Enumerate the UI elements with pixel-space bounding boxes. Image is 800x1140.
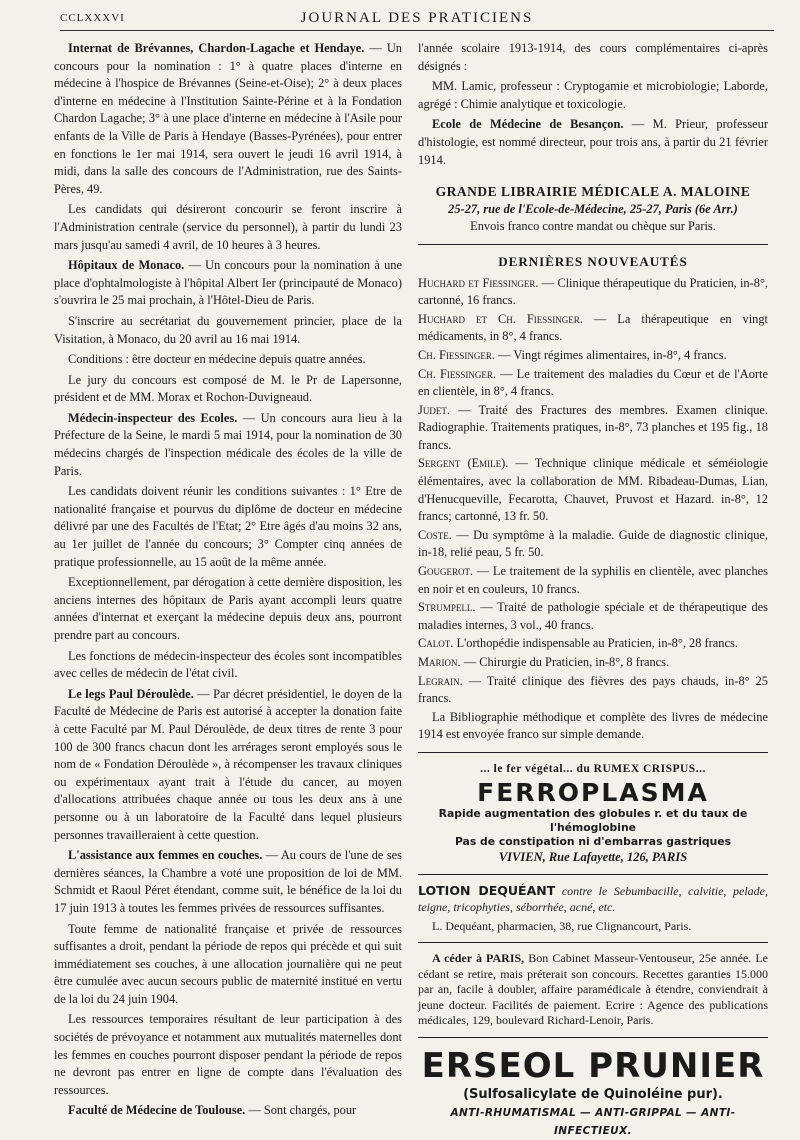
brevannes-text: — Un concours pour la nomination : 1° à quatre places d'interne en médecine à l'hospice de Brévannes (Seine-et-Oise); 2° à deux places d'interne en médecine à l'Institution Sainte-Périne et à la Fondation Chardon Lagache; 3° à une place d'interne en médecine à l'Asile pour enfants de la Ville de Paris à Hendaye (Basses-Pyrénées), pour entrer en fonctions le 1er mai 1914, sera ouvert le jeudi 16 avril 1914, à midi, dans la salle des concours de l'Administration, rue des Saints-Pères, 49.	[54, 41, 402, 196]
legs-paragraph	[54, 686, 402, 844]
assistance-p2: Toute femme de nationalité française et privée de ressources suffisantes a droit, pendant la période de repos qui précède et qui suit immédiatement ses couches, à une allocation journalière qui ne peut être cumulée avec aucun secours public de maternité institué en vertu de la loi du 24 juin 1904.	[54, 921, 402, 1006]
monaco-p2: S'inscrire au secrétariat du gouvernement princier, place de la Visitation, à Monaco, du 20 avril au 16 mai 1914.	[54, 313, 402, 346]
book-description: — La thérapeutique en vingt médicaments, in 8°, 4 francs.	[418, 311, 769, 344]
lotion-text: contre le Sebumbacille, calvitie, pelade, teigne, tricophyties, séborrhée, acné, etc.	[418, 884, 768, 915]
journal-title: JOURNAL DES PRATICIENS	[300, 10, 534, 26]
brevannes-heading: Internat de Brévannes, Chardon-Lagache et Hendaye.	[68, 41, 365, 55]
divider	[418, 874, 768, 875]
book-entry	[402, 347, 768, 365]
nouveautes-title: DERNIÈRES NOUVEAUTÉS	[498, 253, 688, 269]
ferroplasma-line-1: Rapide augmentation des globules r. et du taux de l'hémoglobine	[438, 806, 748, 834]
legs-text: — Par décret présidentiel, le doyen de la Faculté de Médecine de Paris est autorisé à accepter la donation faite à cette Faculté par M. Paul Déroulède, de deux titres de rente 3 pour 100 de 300 francs chacun dont les arrérages seront employés sous le nom de « Fondation Déroulède », à récompenser les travaux cliniques ou expérimentaux ayant trait à l'étude du cancer, au moyen d'allocations attribuées chaque année ou tous les deux ans à une personne ou à un laboratoire de la Faculté dans lequel plusieurs personnes travailleraient à cette question.	[54, 686, 402, 842]
book-entry	[402, 402, 768, 455]
toulouse-heading: Faculté de Médecine de Toulouse.	[68, 1103, 246, 1118]
book-entry	[402, 599, 768, 634]
book-description: — Du symptôme à la maladie. Guide de diagnostic clinique, in-18, relié peau, 5 fr. 50.	[418, 527, 768, 560]
divider	[418, 752, 768, 753]
book-entry	[402, 366, 768, 401]
ceder-text: Bon Cabinet Masseur-Ventouseur, 25e année. Le cédant se retire, mais préterait son concours. Recettes garanties 15.000 par an, facile à doubler, affaire paramédicale à étendre, conviendrait à jeune docteur. Facilités de paiement. Ecrire : Agence des publications médicales, 129, boulevard Richard-Lenoir, Paris.	[418, 951, 768, 1028]
ecoles-p4: Les fonctions de médecin-inspecteur des écoles sont incompatibles avec celles de médecin de l'état civil.	[54, 648, 402, 681]
book-entry	[402, 673, 768, 708]
book-author: Legrain.	[418, 673, 463, 688]
divider	[418, 1037, 768, 1038]
book-entry	[402, 654, 768, 672]
book-author: Huchard et Fiessinger.	[418, 275, 539, 290]
bibliographie-note: La Bibliographie méthodique et complète des livres de médecine 1914 est envoyée franco sur simple demande.	[418, 709, 768, 742]
divider	[418, 942, 768, 943]
ecoles-text: — Un concours aura lieu à la Préfecture de la Seine, le mardi 5 mai 1914, pour la nomination de 30 médecins chargés de l'inspection médicale des écoles de la ville de Paris.	[54, 410, 402, 478]
erseol-brand: ERSEOL PRUNIER	[421, 1045, 765, 1086]
toulouse-paragraph	[54, 1102, 402, 1120]
assistance-p3: Les ressources temporaires résultant de leur participation à des sociétés de prévoyance et notamment aux mutualités maternelles dont les femmes en couches pourront disposer pendant la période de repos ne devront pas entrer en ligne de compte dans l'évaluation des ressources.	[54, 1012, 402, 1097]
book-entry	[402, 635, 768, 653]
book-description: — Traité de pathologie spéciale et de thérapeutique des maladies internes, 3 vol., 40 francs.	[418, 600, 768, 632]
toulouse-p2: MM. Lamic, professeur : Cryptogamie et microbiologie; Laborde, agrégé : Chimie analytique et toxicologie.	[418, 79, 768, 111]
book-description: — Technique clinique médicale et séméiologie élémentaires, avec la collaboration de MM. Ribadeau-Dumas, Lian, d'Henucqueville, Fecarotta, Chauvet, Pruvost et Hazard. in-8°, 12 francs; cartonné, 13 fr. 50.	[418, 456, 769, 524]
brevannes-p2: Les candidats qui désireront concourir se feront inscrire à l'Administration centrale (service du personnel), à partir du lundi 23 mars jusqu'au samedi 4 avril, de 10 heures à 3 heures.	[54, 202, 402, 252]
librairie-envoi: Envois franco contre mandat ou chèque sur Paris.	[470, 219, 716, 234]
monaco-heading: Hôpitaux de Monaco.	[68, 258, 185, 273]
besancon-paragraph	[418, 116, 768, 169]
book-list	[418, 275, 768, 708]
book-author: Ch. Fiessinger.	[418, 366, 496, 381]
book-author: Calot.	[418, 636, 454, 651]
book-entry	[402, 275, 768, 310]
page-number: CCLXXXVI	[60, 12, 125, 24]
book-description: — Chirurgie du Praticien, in-8°, 8 francs.	[460, 655, 670, 669]
lotion-name: LOTION DEQUÉANT	[418, 883, 556, 899]
brevannes-paragraph	[54, 40, 402, 198]
librairie-title: GRANDE LIBRAIRIE MÉDICALE A. MALOINE	[435, 184, 751, 200]
monaco-text: — Un concours pour la nomination à une place d'ophtalmologiste à l'hôpital Albert Ier (principauté de Monaco) s'ouvrira le 25 mai prochain, à l'Hôtel-Dieu de Paris.	[54, 258, 403, 308]
ecoles-paragraph	[54, 410, 402, 480]
book-author: Marion.	[418, 655, 461, 669]
ferroplasma-address: VIVIEN, Rue Lafayette, 126, PARIS	[498, 849, 688, 864]
ceder-ad	[418, 951, 768, 1029]
book-entry	[402, 527, 768, 562]
book-author: Gougerot.	[418, 564, 474, 579]
page-header	[60, 8, 774, 31]
book-author: Huchard et Ch. Fiessinger.	[418, 311, 583, 326]
assistance-paragraph	[54, 847, 402, 917]
erseol-indications: ANTI-RHUMATISMAL — ANTI-GRIPPAL — ANTI-INFECTIEUX.	[450, 1107, 736, 1137]
legs-heading: Le legs Paul Déroulède.	[68, 686, 194, 701]
book-description: L'orthopédie indispensable au Praticien, in-8°, 28 francs.	[453, 636, 738, 651]
divider	[418, 244, 768, 245]
assistance-heading: L'assistance aux femmes en couches.	[68, 848, 263, 863]
ecoles-heading: Médecin-inspecteur des Ecoles.	[68, 410, 238, 425]
erseol-subtitle: (Sulfosalicylate de Quinoléine pur).	[463, 1086, 723, 1102]
book-description: — Le traitement des maladies du Cœur et de l'Aorte en clientèle, in 8°, 4 francs.	[418, 366, 768, 399]
librairie-address: 25-27, rue de l'Ecole-de-Médecine, 25-27, Paris (6e Arr.)	[448, 201, 738, 216]
book-description: — Clinique thérapeutique du Praticien, in-8°, cartonné, 16 francs.	[418, 275, 769, 308]
ecoles-p3: Exceptionnellement, par dérogation à cette dernière disposition, les anciens internes des hôpitaux de Paris ayant accompli leurs quatre années d'internat et exerçant la médecine depuis deux ans, pourront prendre part au concours.	[54, 575, 402, 642]
book-description: — Traité des Fractures des membres. Examen clinique. Radiographie. Traitements pratiques, in-8°, 73 planches et 195 fig., 18 francs.	[418, 402, 768, 452]
ferroplasma-brand: FERROPLASMA	[477, 777, 709, 807]
toulouse-continued: l'année scolaire 1913-1914, des cours complémentaires ci-après désignés :	[418, 41, 768, 73]
book-description: — Traité clinique des fièvres des pays chauds, in-8° 25 francs.	[418, 673, 768, 706]
book-entry	[402, 311, 768, 346]
book-author: Ch. Fiessinger.	[418, 347, 495, 362]
besancon-heading: Ecole de Médecine de Besançon.	[432, 117, 624, 132]
ferroplasma-tagline: ... le fer végétal... du RUMEX CRISPUS...	[480, 762, 706, 775]
toulouse-text: — Sont chargés, pour	[245, 1103, 357, 1118]
monaco-p4: Le jury du concours est composé de M. le Pr de Lapersonne, président et de MM. Morax et Rochon-Duvigneaud.	[54, 372, 402, 405]
lotion-address: L. Dequéant, pharmacien, 38, rue Clignancourt, Paris.	[432, 919, 692, 934]
assistance-text: — Au cours de l'une de ses dernières séances, la Chambre a voté une proposition de loi de MM. Schmidt et Raoul Péret étendant, comme suit, le bénéfice de la loi du 17 juin 1913 à toutes les femmes privées de ressources suffisantes.	[54, 848, 402, 915]
book-author: Strumpell.	[418, 600, 476, 615]
book-entry	[402, 563, 768, 598]
book-author: Coste.	[418, 527, 452, 542]
ecoles-p2: Les candidats doivent réunir les conditions suivantes : 1° Etre de nationalité française et pourvus du diplôme de docteur en médecine délivré par une des Facultés de l'Etat; 2° Etre âgés d'au moins 32 ans, au 1er juillet de l'année du concours; 3° Compter cinq années de pratique professionnelle, au 15 août de la même année.	[54, 484, 402, 569]
lotion-ad	[418, 883, 768, 915]
book-entry	[402, 455, 768, 525]
book-description: — Le traitement de la syphilis en clientèle, avec planches en noir et en couleurs, 10 francs.	[418, 564, 768, 596]
besancon-text: — M. Prieur, professeur d'histologie, est nommé directeur, pour trois ans, à partir du 21 février 1914.	[418, 117, 768, 167]
book-author: Sergent (Emile).	[418, 456, 509, 471]
left-column	[54, 40, 402, 1123]
monaco-paragraph	[54, 257, 402, 310]
book-description: — Vingt régimes alimentaires, in-8°, 4 francs.	[494, 347, 727, 362]
ferroplasma-line-2: Pas de constipation ni d'embarras gastriques	[454, 834, 732, 848]
ceder-heading: A céder à PARIS,	[432, 951, 525, 966]
monaco-p3: Conditions : être docteur en médecine depuis quatre années.	[68, 352, 366, 367]
right-column	[418, 40, 768, 1140]
book-author: Judet.	[418, 402, 450, 417]
